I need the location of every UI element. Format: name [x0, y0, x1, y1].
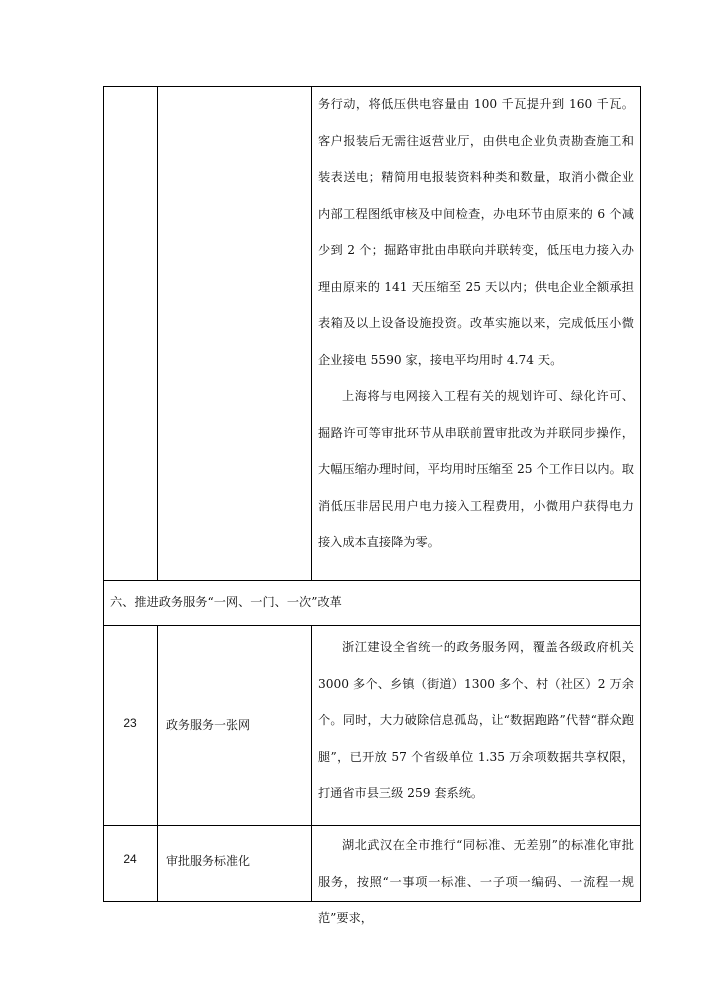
row-23-description — [318, 629, 634, 812]
row-23-description-text: 浙江建设全省统一的政务服务网，覆盖各级政府机关 3000 多个、乡镇（街道）1300 多个、村（社区）2 万余个。同时，大力破除信息孤岛，让“数据跑路”代替“群众跑腿”，已开放 57 个省级单位 1.35 万余项数据共享权限，打通省市县三级 259 套系统。 — [318, 640, 634, 800]
col-divider-2-top — [311, 86, 312, 580]
row-23-number: 23 — [123, 716, 137, 730]
continuation-paragraph-1: 务行动，将低压供电容量由 100 千瓦提升到 160 千瓦。客户报装后无需往返营业厅，由供电企业负责勘查施工和装表送电；精简用电报装资料种类和数量，取消小微企业内部工程图纸审核及中间检查，办电环节由原来的 6 个减少到 2 个；掘路审批由串联向并联转变，低压电力接入办理由原来的 141 天压缩至 25 天以内；供电企业全额承担表箱及以上设备设施投资。改革实施以来，完成低压小微企业接电 5590 家，接电平均用时 4.74 天。 — [318, 97, 634, 367]
row-23-bottom-border — [103, 825, 641, 826]
section-title: 六、推进政务服务“一网、一门、一次”改革 — [110, 595, 342, 609]
section-top-border — [103, 580, 641, 581]
row-24-description — [318, 827, 634, 925]
col-divider-2-bottom — [311, 625, 312, 901]
col-divider-1-bottom — [157, 625, 158, 901]
row-24-name: 审批服务标准化 — [166, 854, 251, 868]
col-divider-1-top — [157, 86, 158, 580]
table-left-border — [103, 86, 104, 902]
row-24-number: 24 — [123, 852, 137, 866]
continuation-cell — [318, 86, 634, 561]
table-right-border — [640, 86, 641, 902]
section-bottom-border — [103, 625, 641, 626]
row-24-description-text: 湖北武汉在全市推行“同标准、无差别”的标准化审批服务，按照“一事项一标准、一子项一编码、一流程一规范”要求， — [318, 838, 634, 925]
row-23-name: 政务服务一张网 — [166, 718, 251, 732]
continuation-paragraph-2: 上海将与电网接入工程有关的规划许可、绿化许可、掘路许可等审批环节从串联前置审批改为并联同步操作，大幅压缩办理时间，平均用时压缩至 25 个工作日以内。取消低压非居民用户电力接入工程费用，小微用户获得电力接入成本直接降为零。 — [318, 389, 634, 549]
